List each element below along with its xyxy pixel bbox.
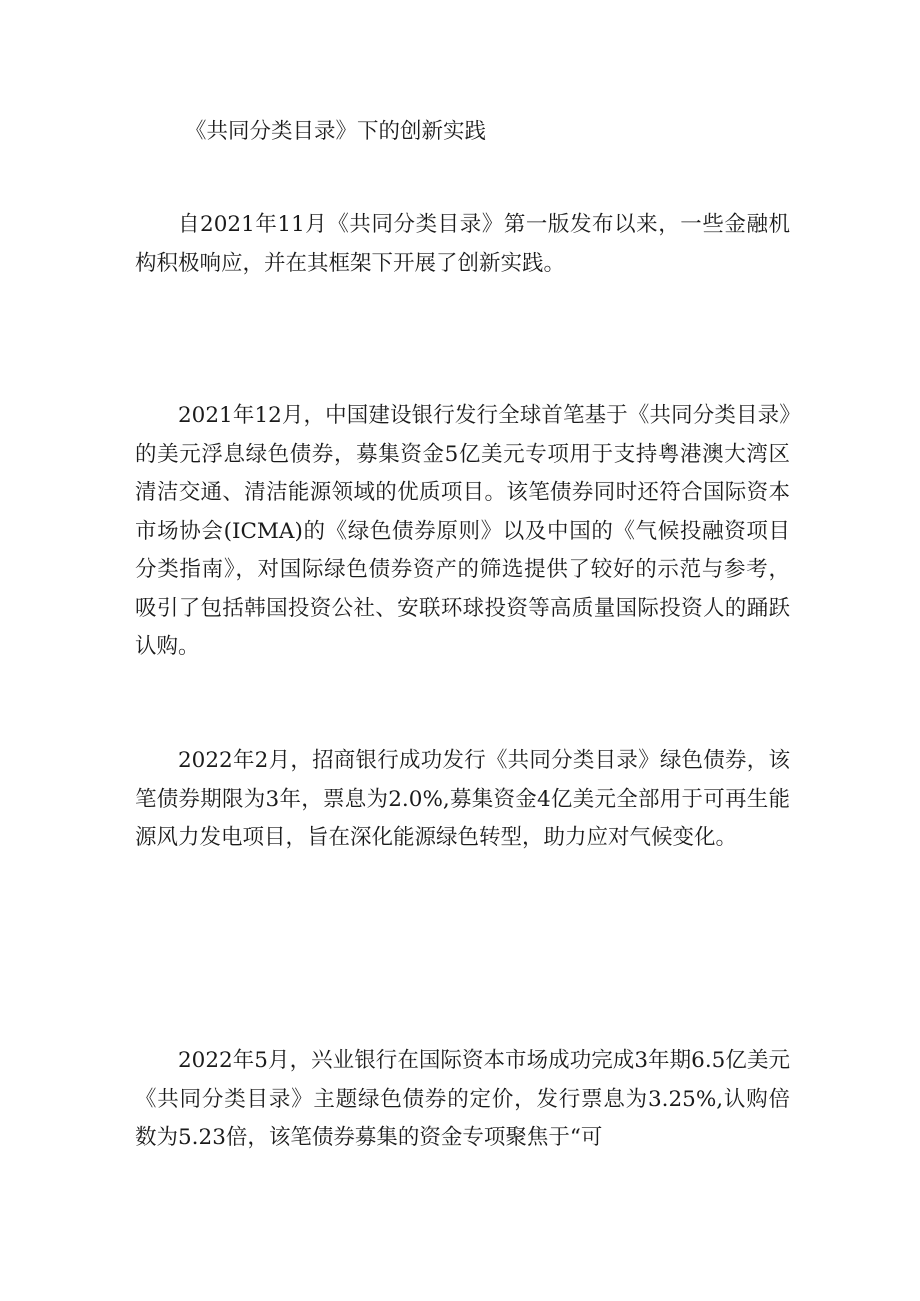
paragraph-cib-bond: 2022年5月，兴业银行在国际资本市场成功完成3年期6.5亿美元《共同分类目录》主题绿色债券的定价，发行票息为3.25%,认购倍数为5.23倍，该笔债券募集的资金专项聚焦于“可 xyxy=(135,1048,790,1150)
paragraph-intro: 自2021年11月《共同分类目录》第一版发布以来，一些金融机构积极响应，并在其框架下开展了创新实践。 xyxy=(135,212,790,276)
paragraph-cmb-bond: 2022年2月，招商银行成功发行《共同分类目录》绿色债券，该笔债券期限为3年，票息为2.0%,募集资金4亿美元全部用于可再生能源风力发电项目，旨在深化能源绿色转型，助力应对气候变化。 xyxy=(135,748,790,850)
paragraph-ccb-bond: 2021年12月，中国建设银行发行全球首笔基于《共同分类目录》的美元浮息绿色债券，募集资金5亿美元专项用于支持粤港澳大湾区清洁交通、清洁能源领域的优质项目。该笔债券同时还符合国际资本市场协会(ICMA)的《绿色债券原则》以及中国的《气候投融资项目分类指南》，对国际绿色债券资产的筛选提供了较好的示范与参考，吸引了包括韩国投资公社、安联环球投资等高质量国际投资人的踊跃认购。 xyxy=(135,403,790,659)
section-heading: 《共同分类目录》下的创新实践 xyxy=(185,119,487,144)
